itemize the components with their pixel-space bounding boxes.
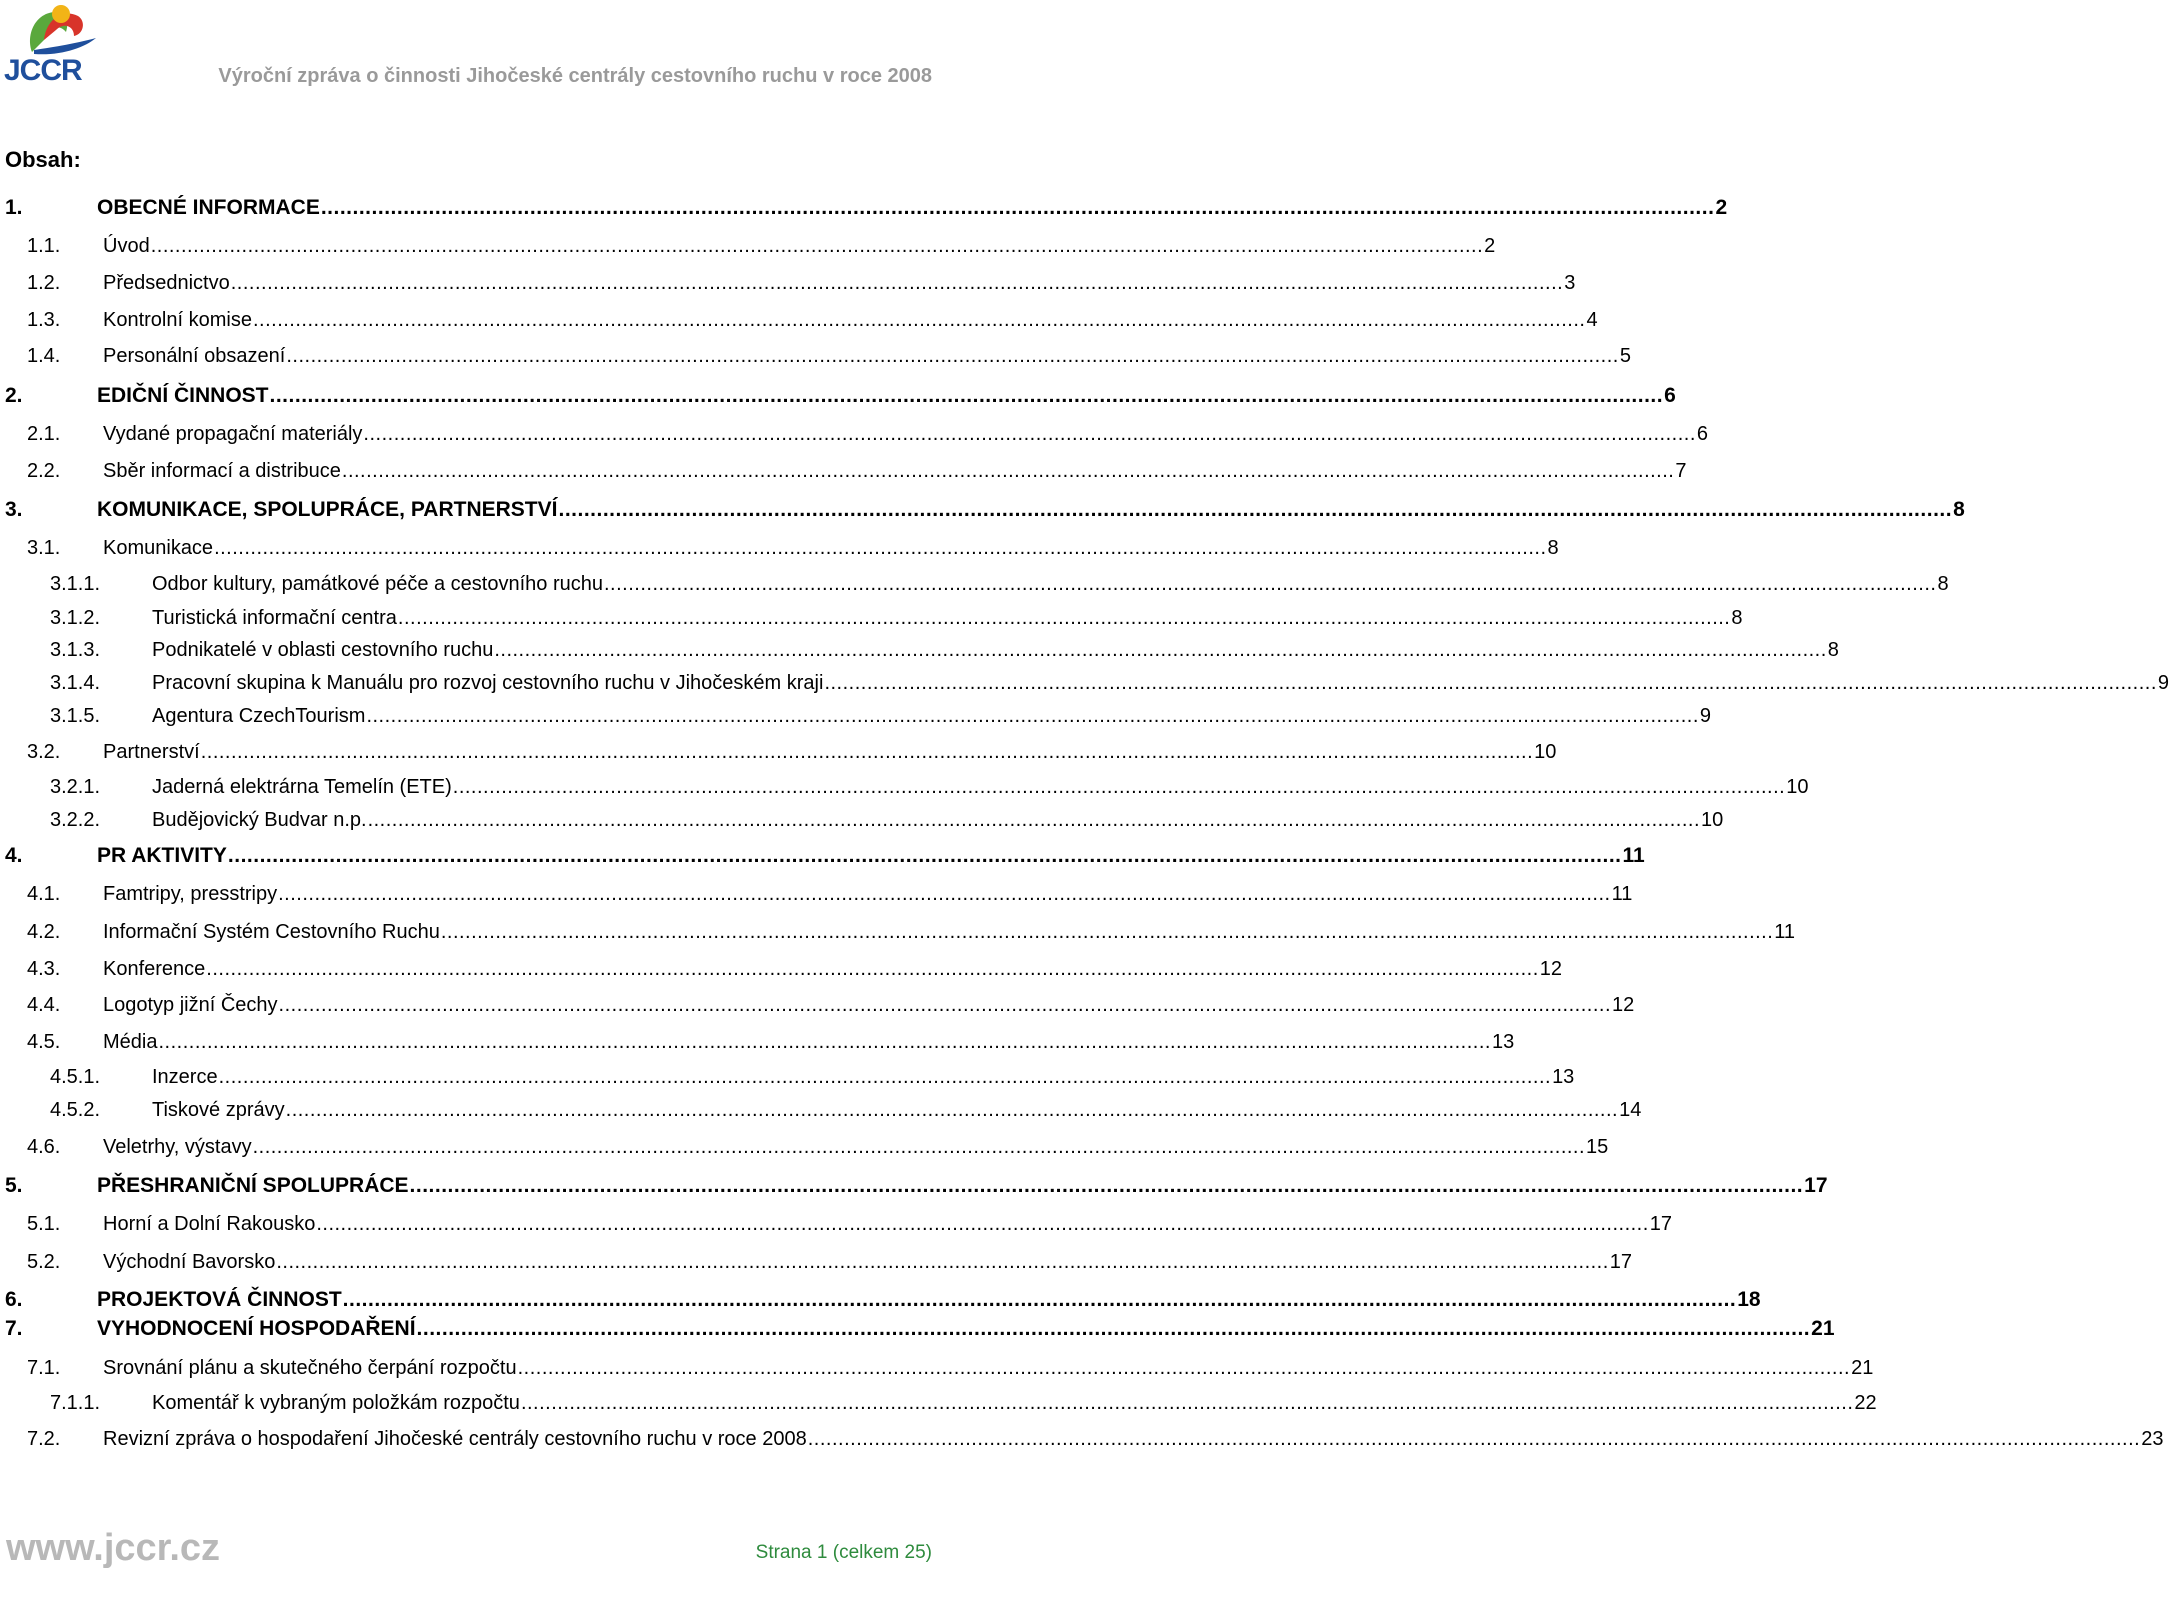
toc-entry-number: 5.1. (27, 1213, 61, 1235)
logo-emblem-icon (4, 2, 104, 60)
toc-dot-leader: ............................................................................................................................................................................................................................ (286, 345, 1619, 367)
toc-entry-number: 4.5.2. (50, 1099, 101, 1121)
toc-entry[interactable] (0, 232, 1496, 258)
toc-entry-page: 4 (1586, 309, 1598, 331)
toc-entry[interactable] (0, 880, 1633, 906)
toc-entry[interactable] (0, 806, 1724, 832)
toc-entry-title: Partnerství (103, 741, 200, 763)
toc-entry-page: 7 (1675, 460, 1687, 482)
toc-entry-title: Pracovní skupina k Manuálu pro rozvoj cestovního ruchu v Jihočeském kraji (152, 672, 824, 694)
toc-entry-title: Agentura CzechTourism (152, 705, 366, 727)
toc-entry-number: 7. (5, 1317, 23, 1340)
toc-dot-leader: ............................................................................................................................................................................................................................ (807, 1428, 2141, 1450)
toc-entry-page: 12 (1612, 994, 1635, 1016)
toc-entry-title: Turistická informační centra (152, 607, 397, 629)
toc-entry[interactable] (0, 1315, 1835, 1341)
toc-entry-title: Komentář k vybraným položkám rozpočtu (152, 1392, 520, 1414)
toc-entry-number: 3.2.2. (50, 809, 101, 831)
toc-entry-number: 1.4. (27, 345, 61, 367)
toc-entry[interactable] (0, 1133, 1609, 1159)
toc-entry-title: Jaderná elektrárna Temelín (ETE) (152, 776, 452, 798)
toc-entry-title: PROJEKTOVÁ ČINNOST (97, 1288, 342, 1311)
toc-dot-leader: ............................................................................................................................................................................................................................ (604, 573, 1937, 595)
toc-entry-title: Logotyp jižní Čechy (103, 994, 278, 1016)
toc-entry-number: 3.1.2. (50, 607, 101, 629)
toc-entry[interactable] (0, 534, 1559, 560)
toc-entry-page: 13 (1552, 1066, 1575, 1088)
toc-entry-title: Komunikace (103, 537, 214, 559)
toc-dot-leader: ............................................................................................................................................................................................................................ (367, 809, 1701, 831)
toc-entry[interactable] (0, 738, 1557, 764)
toc-entry[interactable] (0, 1389, 1877, 1415)
document-title: Výroční zpráva o činnosti Jihočeské centrály cestovního ruchu v roce 2008 (218, 65, 932, 87)
toc-dot-leader: ............................................................................................................................................................................................................................ (824, 672, 2157, 694)
toc-entry-title: Informační Systém Cestovního Ruchu (103, 921, 440, 943)
toc-dot-leader: ............................................................................................................................................................................................................................ (440, 921, 1774, 943)
toc-entry-page: 21 (1851, 1357, 1874, 1379)
toc-entry-number: 2.1. (27, 423, 61, 445)
toc-entry-page: 10 (1786, 776, 1809, 798)
toc-entry-title: Odbor kultury, památkové péče a cestovního ruchu (152, 573, 603, 595)
toc-entry-page: 6 (1664, 384, 1676, 407)
toc-dot-leader: ............................................................................................................................................................................................................................ (363, 423, 1696, 445)
toc-entry[interactable] (0, 1425, 2164, 1451)
toc-entry-title: PR AKTIVITY (97, 844, 227, 867)
toc-dot-leader: ............................................................................................................................................................................................................................ (558, 498, 1953, 521)
toc-entry-title: Veletrhy, výstavy (103, 1136, 252, 1158)
toc-entry-page: 10 (1701, 809, 1724, 831)
toc-dot-leader: ............................................................................................................................................................................................................................ (158, 1031, 1491, 1053)
logo-wordmark: JCCR (4, 54, 82, 87)
toc-entry-title: Horní a Dolní Rakousko (103, 1213, 316, 1235)
toc-dot-leader: ............................................................................................................................................................................................................................ (320, 196, 1715, 219)
toc-entry-title: Budějovický Budvar n.p. (152, 809, 367, 831)
toc-entry[interactable] (0, 496, 1965, 522)
toc-entry-number: 3.1.3. (50, 639, 101, 661)
toc-entry[interactable] (0, 991, 1635, 1017)
toc-entry-number: 3.2. (27, 741, 61, 763)
toc-entry-title: Tiskové zprávy (152, 1099, 285, 1121)
toc-entry-number: 4. (5, 844, 23, 867)
toc-entry[interactable] (0, 194, 1728, 220)
toc-dot-leader: ............................................................................................................................................................................................................................ (316, 1213, 1649, 1235)
toc-dot-leader: ............................................................................................................................................................................................................................ (150, 235, 1484, 257)
toc-entry-page: 11 (1774, 921, 1796, 943)
toc-dot-leader: ............................................................................................................................................................................................................................ (252, 309, 1586, 331)
toc-entry-number: 3.2.1. (50, 776, 101, 798)
toc-dot-leader: ............................................................................................................................................................................................................................ (342, 1288, 1737, 1311)
toc-entry[interactable] (0, 570, 1949, 596)
toc-entry-page: 6 (1696, 423, 1709, 445)
toc-entry-title: Podnikatelé v oblasti cestovního ruchu (152, 639, 494, 661)
toc-entry[interactable] (0, 1248, 1633, 1274)
toc-entry-title: Sběr informací a distribuce (103, 460, 341, 482)
toc-entry-page: 10 (1534, 741, 1557, 763)
toc-entry-number: 4.3. (27, 958, 61, 980)
toc-entry-page: 11 (1622, 844, 1645, 867)
toc-entry-number: 1.2. (27, 272, 61, 294)
toc-entry-page: 9 (1699, 705, 1712, 727)
toc-entry-number: 3.1.4. (50, 672, 101, 694)
toc-entry[interactable] (0, 420, 1709, 446)
toc-entry-page: 8 (1827, 639, 1839, 661)
toc-entry[interactable] (0, 1063, 1575, 1089)
toc-entry[interactable] (0, 342, 1631, 368)
toc-entry-page: 17 (1804, 1174, 1828, 1197)
toc-dot-leader: ............................................................................................................................................................................................................................ (366, 705, 1699, 727)
toc-dot-leader: ............................................................................................................................................................................................................................ (206, 958, 1539, 980)
toc-entry-number: 5. (5, 1174, 23, 1197)
toc-dot-leader: ............................................................................................................................................................................................................................ (252, 1136, 1586, 1158)
toc-entry[interactable] (0, 604, 1743, 630)
toc-entry-title: Revizní zpráva o hospodaření Jihočeské centrály cestovního ruchu v roce 2008 (103, 1428, 807, 1450)
toc-entry-title: Srovnání plánu a skutečného čerpání rozpočtu (103, 1357, 517, 1379)
toc-entry[interactable] (0, 773, 1809, 799)
toc-dot-leader: ............................................................................................................................................................................................................................ (341, 460, 1675, 482)
toc-dot-leader: ............................................................................................................................................................................................................................ (409, 1174, 1804, 1197)
toc-entry-page: 17 (1649, 1213, 1673, 1235)
toc-dot-leader: ............................................................................................................................................................................................................................ (218, 1066, 1552, 1088)
toc-entry-page: 8 (1547, 537, 1559, 559)
toc-entry-number: 2.2. (27, 460, 61, 482)
toc-entry-number: 6. (5, 1288, 23, 1311)
toc-entry[interactable] (0, 269, 1576, 295)
toc-dot-leader: ............................................................................................................................................................................................................................ (278, 883, 1611, 905)
toc-entry-title: Kontrolní komise (103, 309, 252, 331)
toc-entry-page: 17 (1609, 1251, 1633, 1273)
toc-entry-page: 22 (1854, 1392, 1877, 1414)
toc-entry-page: 5 (1619, 345, 1631, 367)
toc-entry[interactable] (0, 1354, 1874, 1380)
toc-entry[interactable] (0, 669, 2169, 695)
toc-entry[interactable] (0, 382, 1676, 408)
toc-entry-number: 1.1. (27, 235, 61, 257)
toc-entry-title: Personální obsazení (103, 345, 286, 367)
toc-entry-title: Úvod (103, 235, 150, 257)
toc-dot-leader: ............................................................................................................................................................................................................................ (230, 272, 1564, 294)
toc-entry-page: 12 (1539, 958, 1563, 980)
toc-entry-page: 8 (1731, 607, 1743, 629)
toc-entry[interactable] (0, 1028, 1515, 1054)
toc-dot-leader: ............................................................................................................................................................................................................................ (494, 639, 1827, 661)
toc-dot-leader: ............................................................................................................................................................................................................................ (227, 844, 1622, 867)
toc-entry-title: Předsednictvo (103, 272, 230, 294)
toc-entry-page: 21 (1811, 1317, 1835, 1340)
toc-entry-number: 4.5. (27, 1031, 61, 1053)
toc-entry[interactable] (0, 918, 1796, 944)
toc-entry-page: 14 (1619, 1099, 1642, 1121)
toc-entry-title: Východní Bavorsko (103, 1251, 276, 1273)
toc-entry-title: Konference (103, 958, 206, 980)
toc-entry-page: 18 (1737, 1288, 1761, 1311)
toc-entry-number: 7.1.1. (50, 1392, 101, 1414)
toc-dot-leader: ............................................................................................................................................................................................................................ (452, 776, 1786, 798)
toc-entry-number: 7.2. (27, 1428, 61, 1450)
toc-entry-number: 4.1. (27, 883, 61, 905)
toc-entry-number: 7.1. (27, 1357, 61, 1379)
toc-entry-title: Vydané propagační materiály (103, 423, 363, 445)
toc-entry-number: 5.2. (27, 1251, 61, 1273)
toc-entry-title: EDIČNÍ ČINNOST (97, 384, 269, 407)
toc-entry[interactable] (0, 306, 1598, 332)
toc-entry-number: 4.6. (27, 1136, 61, 1158)
toc-entry-number: 3. (5, 498, 23, 521)
toc-entry[interactable] (0, 636, 1839, 662)
toc-entry[interactable] (0, 1096, 1642, 1122)
toc-dot-leader: ............................................................................................................................................................................................................................ (517, 1357, 1851, 1379)
toc-entry-page: 2 (1484, 235, 1496, 257)
toc-entry-page: 8 (1953, 498, 1965, 521)
toc-entry[interactable] (0, 842, 1645, 868)
toc-entry[interactable] (0, 1172, 1828, 1198)
toc-entry-page: 3 (1564, 272, 1576, 294)
toc-entry-title: Famtripy, presstripy (103, 883, 278, 905)
toc-dot-leader: ............................................................................................................................................................................................................................ (285, 1099, 1619, 1121)
toc-entry-number: 3.1.5. (50, 705, 101, 727)
toc-dot-leader: ............................................................................................................................................................................................................................ (269, 384, 1664, 407)
toc-entry-title: KOMUNIKACE, SPOLUPRÁCE, PARTNERSTVÍ (97, 498, 558, 521)
toc-entry-page: 23 (2141, 1428, 2164, 1450)
toc-entry-number: 1. (5, 196, 23, 219)
toc-entry-title: Média (103, 1031, 158, 1053)
toc-dot-leader: ............................................................................................................................................................................................................................ (276, 1251, 1609, 1273)
toc-entry-title: OBECNÉ INFORMACE (97, 196, 320, 219)
toc-entry-number: 4.5.1. (50, 1066, 101, 1088)
toc-entry-number: 4.4. (27, 994, 61, 1016)
toc-entry-page: 13 (1491, 1031, 1515, 1053)
toc-entry-number: 2. (5, 384, 23, 407)
toc-entry[interactable] (0, 457, 1687, 483)
footer-website: www.jccr.cz (6, 1527, 221, 1569)
toc-entry-page: 11 (1611, 883, 1633, 905)
toc-entry-title: PŘESHRANIČNÍ SPOLUPRÁCE (97, 1174, 409, 1197)
toc-entry-title: Inzerce (152, 1066, 218, 1088)
toc-entry-page: 15 (1586, 1136, 1609, 1158)
toc-entry-number: 1.3. (27, 309, 61, 331)
toc-entry[interactable] (0, 1210, 1673, 1236)
toc-entry[interactable] (0, 955, 1563, 981)
page-header (0, 0, 960, 100)
toc-entry-page: 8 (1937, 573, 1949, 595)
toc-dot-leader: ............................................................................................................................................................................................................................ (214, 537, 1547, 559)
toc-entry-title: VYHODNOCENÍ HOSPODAŘENÍ (97, 1317, 416, 1340)
toc-dot-leader: ............................................................................................................................................................................................................................ (520, 1392, 1854, 1414)
toc-entry-number: 3.1. (27, 537, 61, 559)
toc-entry-number: 3.1.1. (50, 573, 101, 595)
toc-heading: Obsah: (5, 147, 81, 172)
toc-entry-page: 2 (1715, 196, 1728, 219)
toc-entry[interactable] (0, 1286, 1761, 1312)
toc-dot-leader: ............................................................................................................................................................................................................................ (397, 607, 1731, 629)
footer-page-number: Strana 1 (celkem 25) (755, 1542, 932, 1563)
toc-entry-page: 9 (2157, 672, 2169, 694)
toc-dot-leader: ............................................................................................................................................................................................................................ (278, 994, 1612, 1016)
toc-dot-leader: ............................................................................................................................................................................................................................ (200, 741, 1534, 763)
toc-entry-number: 4.2. (27, 921, 61, 943)
toc-entry[interactable] (0, 702, 1712, 728)
toc-dot-leader: ............................................................................................................................................................................................................................ (416, 1317, 1811, 1340)
